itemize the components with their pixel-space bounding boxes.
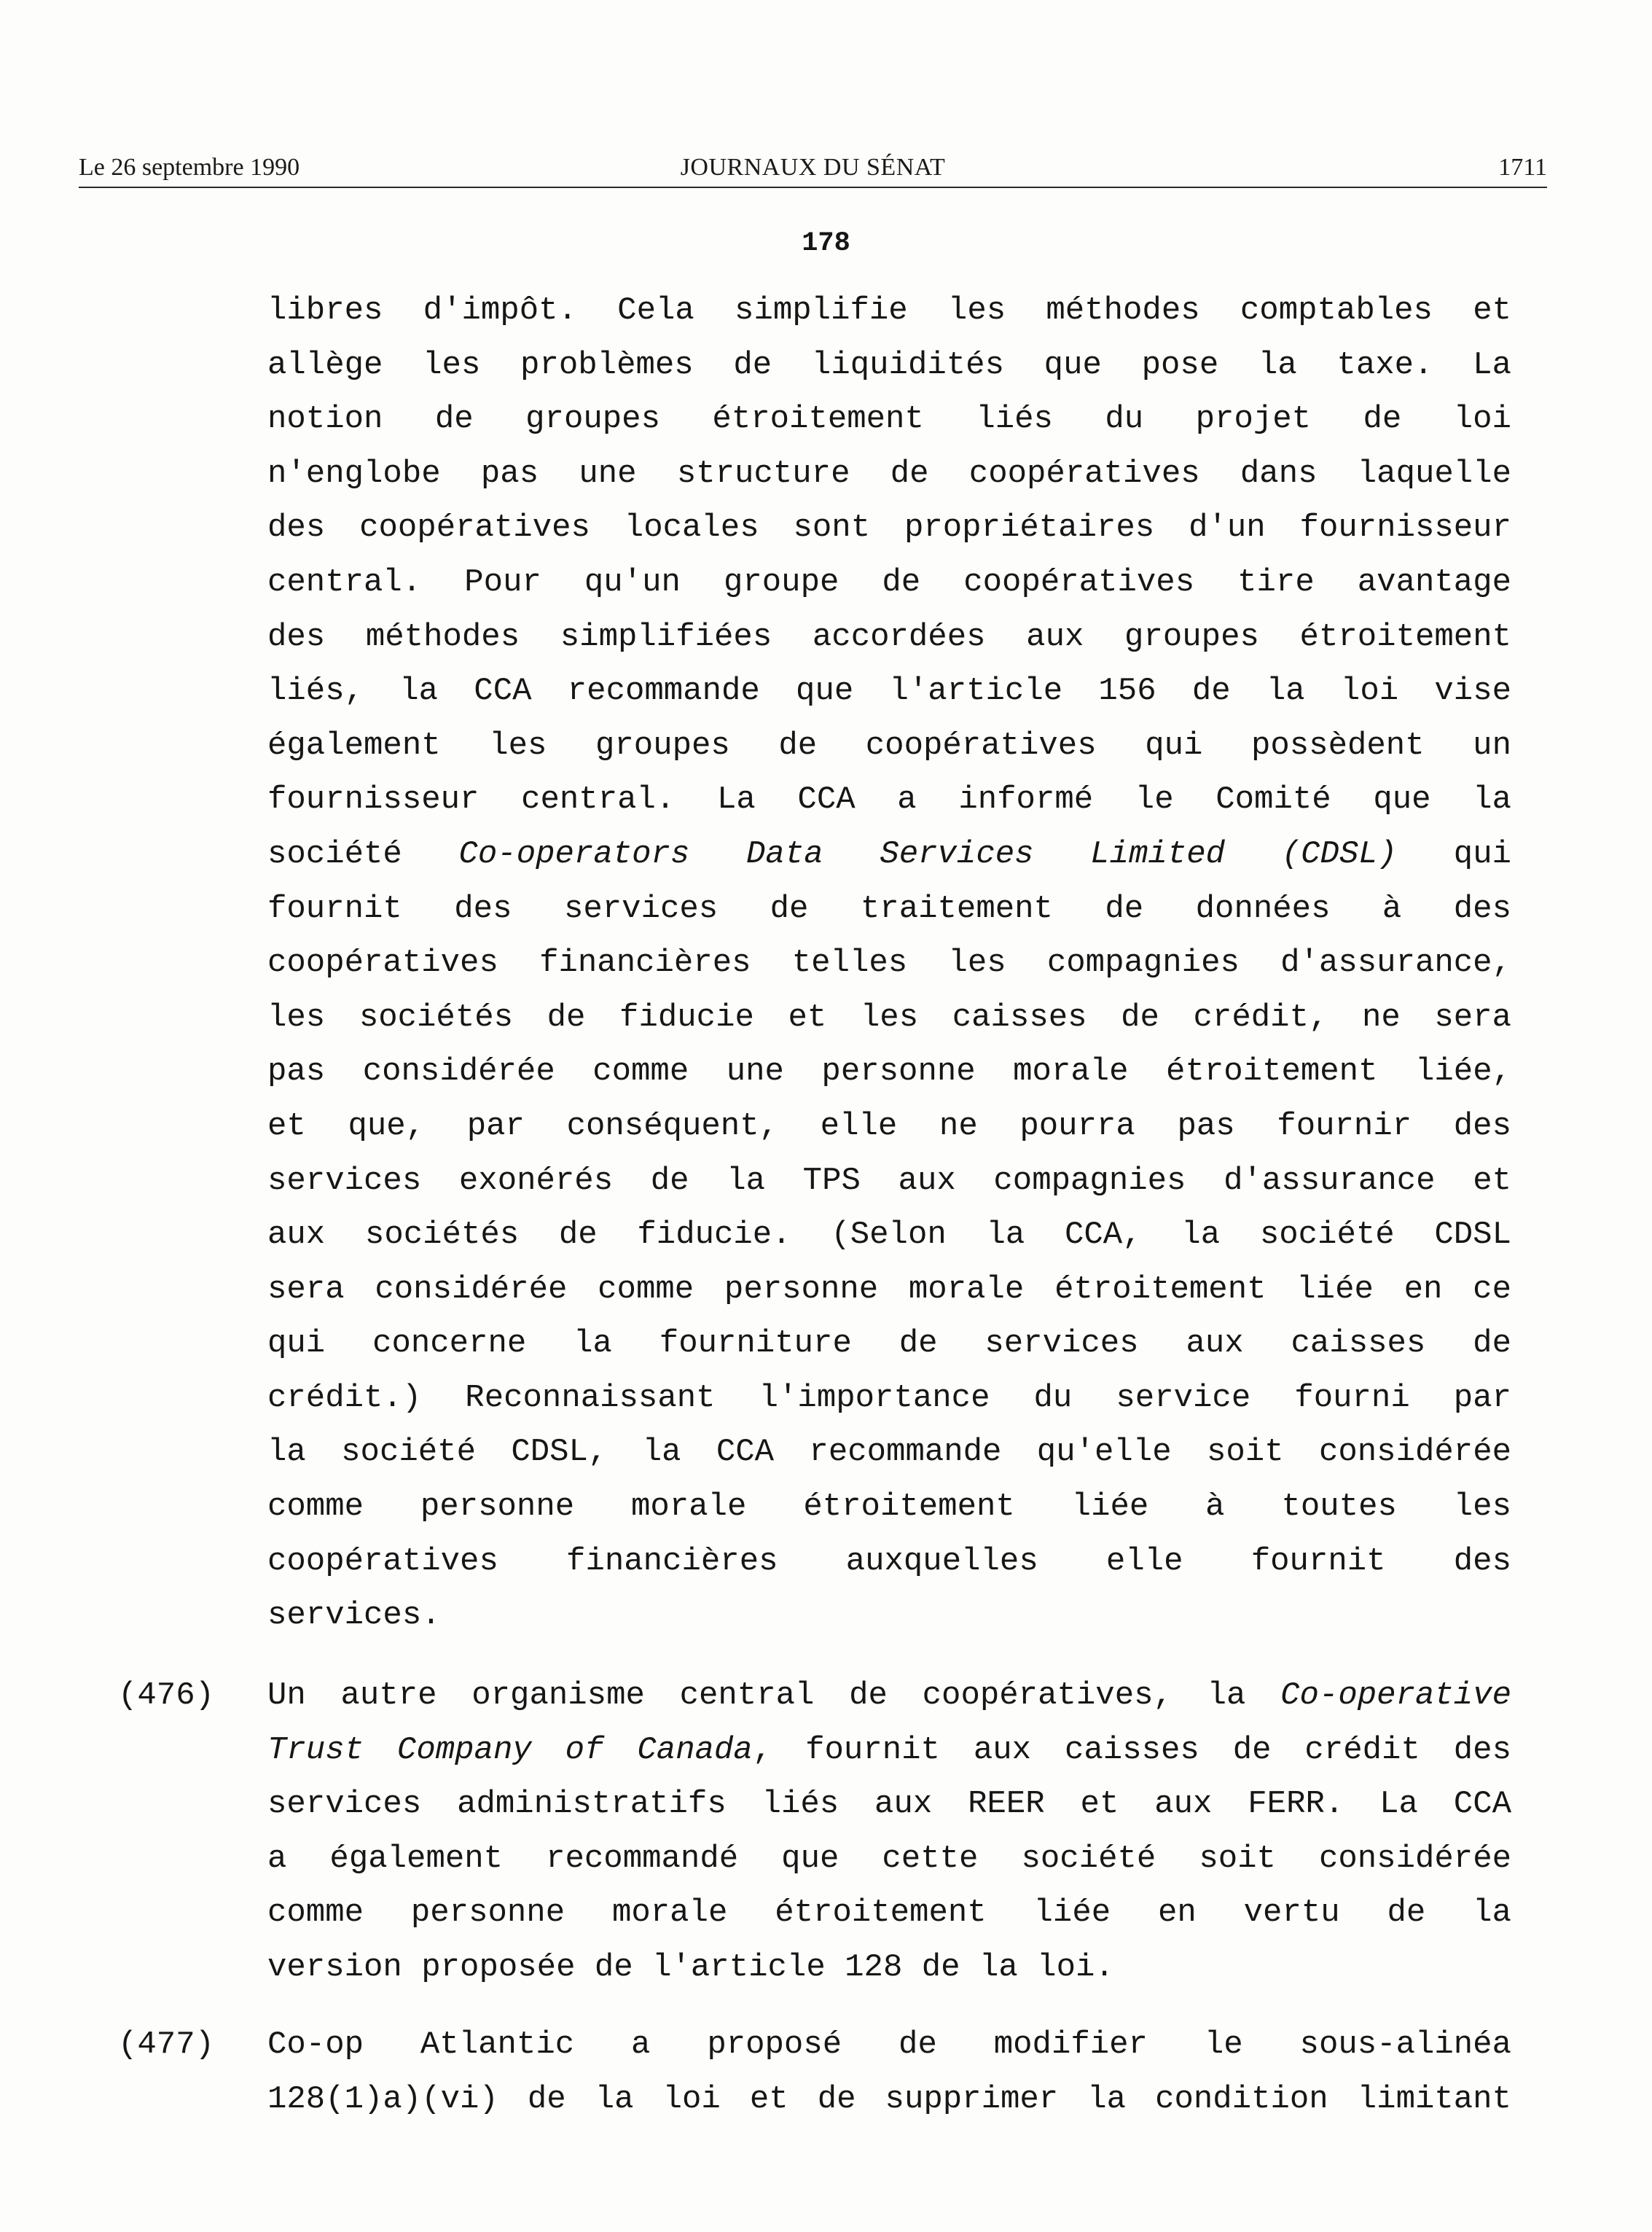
text-line: fournisseur central. La CCA a informé le Comité que la bbox=[267, 781, 1511, 819]
text-line: comme personne morale étroitement liée en vertu de la bbox=[267, 1895, 1511, 1932]
continuation-paragraph bbox=[267, 284, 1511, 1643]
paragraph-number: (477) bbox=[118, 2026, 215, 2063]
text-line: la société CDSL, la CCA recommande qu'elle soit considérée bbox=[267, 1434, 1511, 1471]
text-line: 128(1)a)(vi) de la loi et de supprimer la condition limitant bbox=[267, 2080, 1511, 2118]
text-line: central. Pour qu'un groupe de coopératives tire avantage bbox=[267, 563, 1511, 601]
text-line: libres d'impôt. Cela simplifie les méthodes comptables et bbox=[267, 292, 1511, 329]
text-line: fournit des services de traitement de données à des bbox=[267, 890, 1511, 927]
text-line: allège les problèmes de liquidités que pose la taxe. La bbox=[267, 346, 1511, 383]
text-line: pas considérée comme une personne morale étroitement liée, bbox=[267, 1053, 1511, 1090]
text-line: et que, par conséquent, elle ne pourra pas fournir des bbox=[267, 1107, 1511, 1144]
text-line: les sociétés de fiducie et les caisses de crédit, ne sera bbox=[267, 999, 1511, 1036]
paragraph-number: (476) bbox=[118, 1677, 215, 1714]
text-line: n'englobe pas une structure de coopératives dans laquelle bbox=[267, 455, 1511, 492]
text-line: notion de groupes étroitement liés du projet de loi bbox=[267, 401, 1511, 438]
text-line: crédit.) Reconnaissant l'importance du service fourni par bbox=[267, 1379, 1511, 1416]
text-line: coopératives financières telles les compagnies d'assurance, bbox=[267, 945, 1511, 982]
text-line: aux sociétés de fiducie. (Selon la CCA, la société CDSL bbox=[267, 1217, 1511, 1254]
text-line: Co-op Atlantic a proposé de modifier le sous-alinéa bbox=[267, 2026, 1511, 2063]
text-line: société Co-operators Data Services Limited (CDSL) qui bbox=[267, 835, 1512, 873]
text-line: des méthodes simplifiées accordées aux groupes étroitement bbox=[267, 618, 1511, 655]
text-line: qui concerne la fourniture de services aux caisses de bbox=[267, 1325, 1511, 1362]
text-line: services administratifs liés aux REER et aux FERR. La CCA bbox=[267, 1786, 1511, 1823]
text-line: a également recommandé que cette société soit considérée bbox=[267, 1840, 1511, 1877]
text-line: des coopératives locales sont propriétaires d'un fournisseur bbox=[267, 510, 1511, 547]
header-rule bbox=[79, 187, 1547, 188]
text-line: coopératives financières auxquelles elle fournit des bbox=[267, 1542, 1511, 1580]
header-date: Le 26 septembre 1990 bbox=[79, 154, 300, 181]
text-line: sera considérée comme personne morale étroitement liée en ce bbox=[267, 1271, 1511, 1308]
italic-name: Co-operative bbox=[1280, 1677, 1511, 1714]
text-line: services exonérés de la TPS aux compagnies d'assurance et bbox=[267, 1162, 1511, 1199]
text-line: Trust Company of Canada, fournit aux caisses de crédit des bbox=[267, 1731, 1511, 1768]
page-mark: 178 bbox=[802, 228, 850, 259]
running-head bbox=[79, 150, 1547, 185]
text-line: également les groupes de coopératives qui possèdent un bbox=[267, 727, 1511, 764]
header-page-number: 1711 bbox=[1498, 154, 1547, 181]
text-line: version proposée de l'article 128 de la loi. bbox=[267, 1948, 1114, 1986]
text-line: services. bbox=[267, 1597, 441, 1634]
header-journal-title: JOURNAUX DU SÉNAT bbox=[680, 154, 946, 181]
paragraph-text bbox=[267, 2018, 1511, 2126]
text-line: Un autre organisme central de coopératives, la Co-operative bbox=[267, 1677, 1511, 1714]
paragraph-text bbox=[267, 1669, 1511, 1995]
italic-name: Trust Company of Canada bbox=[267, 1731, 753, 1768]
text-line: comme personne morale étroitement liée à toutes les bbox=[267, 1488, 1511, 1526]
text-line: liés, la CCA recommande que l'article 156 de la loi vise bbox=[267, 673, 1511, 710]
italic-name: Co-operators Data Services Limited (CDSL) bbox=[458, 835, 1398, 873]
